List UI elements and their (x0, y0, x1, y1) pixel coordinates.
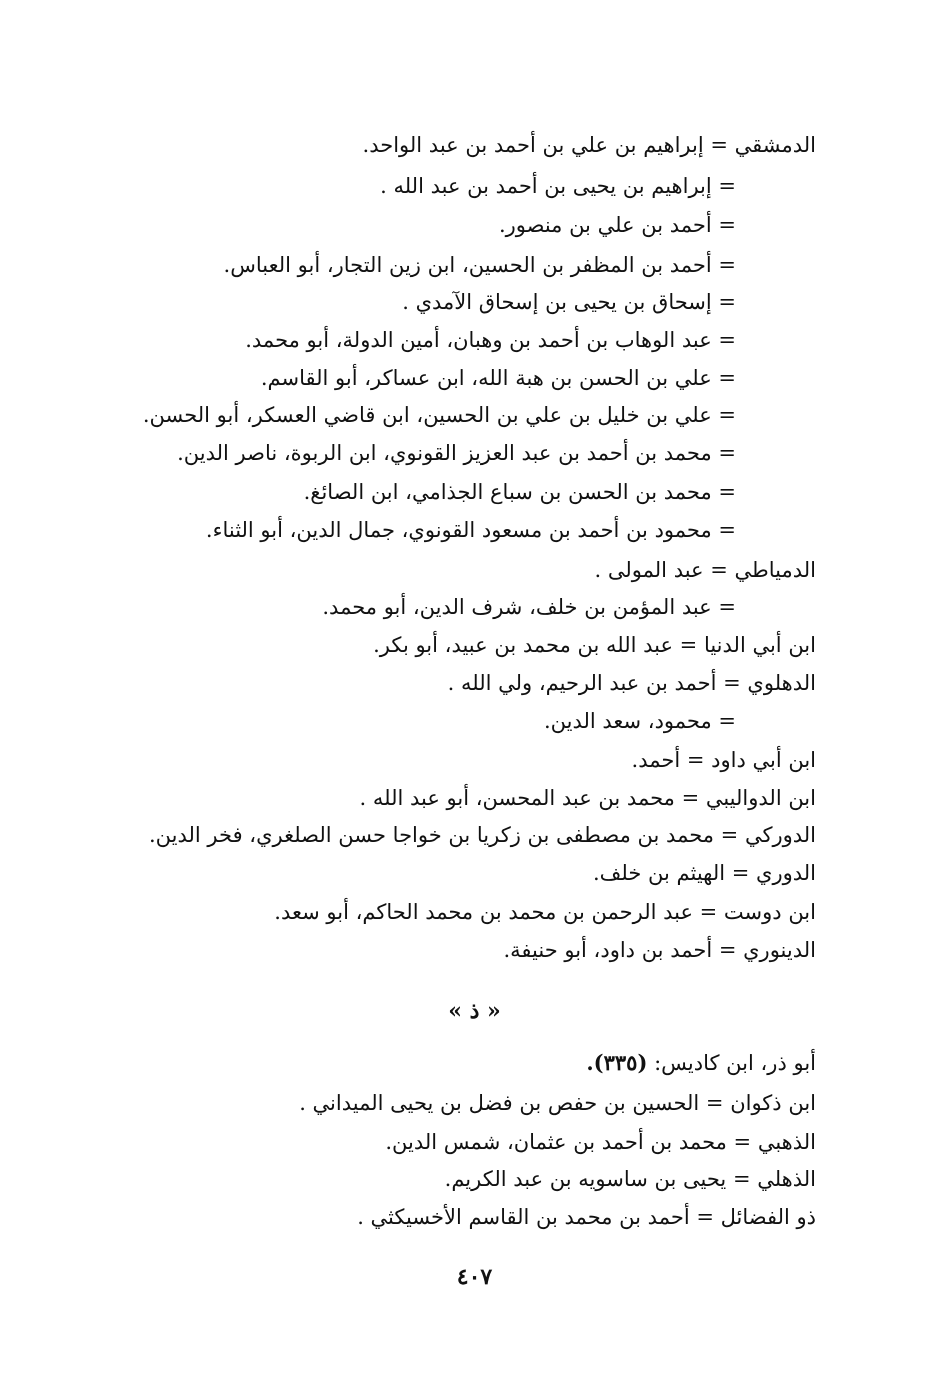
entry-ibn-aldawalibi: ابن الدواليبي = محمد بن عبد المحسن، أبو عبد الله . (359, 786, 816, 810)
entry-sub: = أحمد بن علي بن منصور. (498, 213, 736, 237)
entry-sub: = إبراهيم بن يحيى بن أحمد بن عبد الله . (380, 174, 736, 198)
entry-sub: = محمد بن الحسن بن سباع الجذامي، ابن الصائغ. (303, 480, 736, 504)
entry-sub: = علي بن الحسن بن هبة الله، ابن عساكر، أبو القاسم. (260, 366, 736, 390)
entry-reference-number: (٣٣٥). (586, 1050, 648, 1075)
entry-ibn-abi-aldunya: ابن أبي الدنيا = عبد الله بن محمد بن عبيد، أبو بكر. (373, 633, 816, 657)
entry-sub: = محمود، سعد الدين. (543, 709, 736, 733)
entry-alduraki: الدوركي = محمد بن مصطفى بن زكريا بن خواجا حسن الصلغري، فخر الدين. (149, 823, 816, 847)
entry-sub: = عبد المؤمن بن خلف، شرف الدين، أبو محمد. (322, 595, 736, 619)
entry-dhu-alfadail: ذو الفضائل = أحمد بن محمد بن القاسم الأخسيكثي . (357, 1205, 816, 1229)
entry-sub: = علي بن خليل بن علي بن الحسين، ابن قاضي العسكر، أبو الحسن. (142, 403, 736, 427)
page-number: ٤٠٧ (456, 1264, 493, 1290)
entry-sub: = محمود بن أحمد بن مسعود القونوي، جمال الدين، أبو الثناء. (205, 518, 736, 542)
entry-ibn-dhakwan: ابن ذكوان = الحسين بن حفص بن فضل بن يحيى الميداني . (299, 1091, 816, 1115)
entry-sub: = إسحاق بن يحيى بن إسحاق الآمدي . (402, 290, 736, 314)
entry-dimashqi: الدمشقي = إبراهيم بن علي بن أحمد بن عبد الواحد. (362, 133, 816, 157)
entry-ibn-dust: ابن دوست = عبد الرحمن بن محمد بن محمد الحاكم، أبو سعد. (274, 900, 816, 924)
entry-aldhuhli: الذهلي = يحيى بن ساسويه بن عبد الكريم. (444, 1167, 816, 1191)
entry-aldinawari: الدينوري = أحمد بن داود، أبو حنيفة. (503, 938, 816, 962)
entry-sub: = أحمد بن المظفر بن الحسين، ابن زين التجار، أبو العباس. (223, 253, 736, 277)
entry-dimyati: الدمياطي = عبد المولى . (594, 558, 816, 582)
entry-ibn-abi-dawud: ابن أبي داود = أحمد. (631, 748, 816, 772)
entry-sub: = محمد بن أحمد بن عبد العزيز القونوي، ابن الربوة، ناصر الدين. (177, 441, 736, 465)
entry-sub: = عبد الوهاب بن أحمد بن وهبان، أمين الدولة، أبو محمد. (245, 328, 736, 352)
entry-alduri: الدوري = الهيثم بن خلف. (592, 861, 816, 885)
section-heading-dhal: « ذ » (448, 998, 501, 1024)
entry-abu-dharr-text: أبو ذر، ابن كاديس: (654, 1051, 816, 1075)
entry-aldhahabi: الذهبي = محمد بن أحمد بن عثمان، شمس الدين. (385, 1130, 816, 1154)
entry-abu-dharr (586, 1048, 816, 1078)
entry-dahlawi: الدهلوي = أحمد بن عبد الرحيم، ولي الله . (447, 671, 816, 695)
